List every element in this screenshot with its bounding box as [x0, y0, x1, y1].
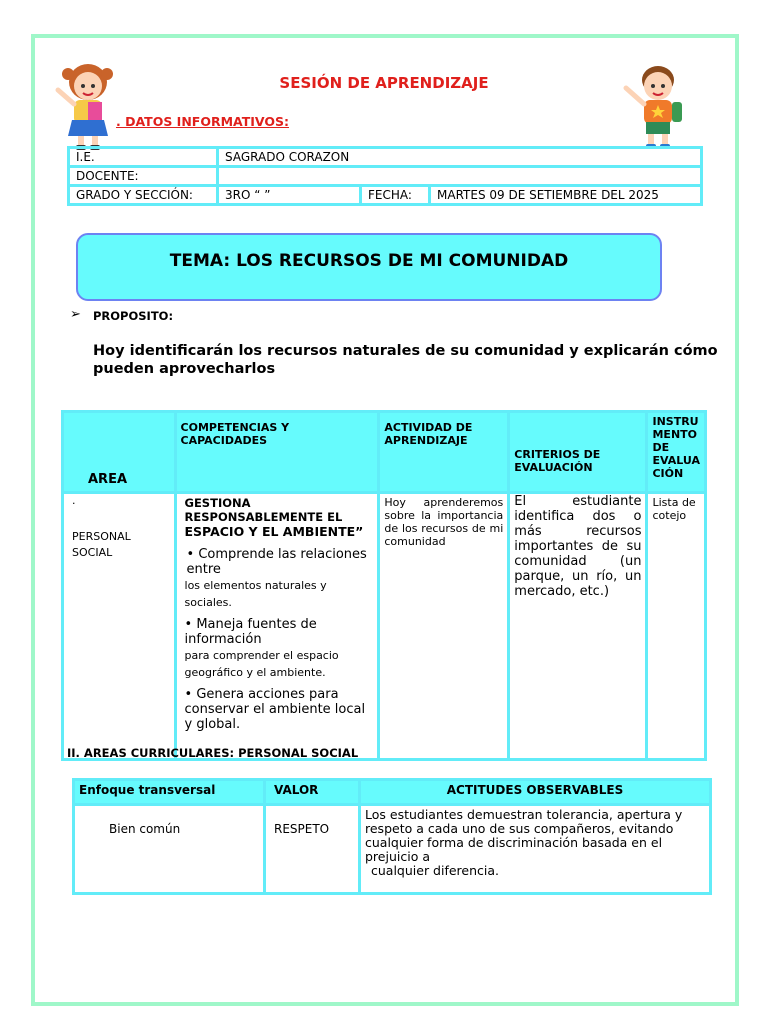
header-enfoque: Enfoque transversal — [74, 780, 265, 805]
proposito-label: PROPOSITO: — [93, 309, 174, 323]
enfoque-table — [72, 778, 712, 895]
capacidad-3-text: Genera acciones para conservar el ambiente local y global. — [184, 687, 366, 732]
fecha-value: MARTES 09 DE SETIEMBRE DEL 2025 — [430, 186, 702, 205]
fecha-label: FECHA: — [361, 186, 430, 205]
capacidad-1: • Comprende las relaciones entre — [186, 547, 367, 577]
section-1-heading: . DATOS INFORMATIVOS: — [116, 114, 289, 129]
tema-title: TEMA: LOS RECURSOS DE MI COMUNIDAD — [169, 251, 569, 271]
competencias-table — [61, 410, 707, 761]
capacidad-2-main: Maneja fuentes de información — [184, 617, 317, 647]
competencia-title-1: GESTIONA RESPONSABLEMENTE EL — [184, 496, 343, 524]
area-dot: . — [72, 494, 76, 507]
ie-value: SAGRADO CORAZON — [218, 148, 702, 167]
header-actitudes: ACTITUDES OBSERVABLES — [360, 780, 711, 805]
capacidad-2-rest: para comprender el espacio geográfico y el ambiente. — [184, 649, 339, 679]
header-area: AREA — [63, 412, 176, 493]
section-2-heading: II. AREAS CURRICULARES: PERSONAL SOCIAL — [67, 746, 359, 760]
enfoque-value: Bien común — [74, 805, 265, 894]
actitudes-text-1: Los estudiantes demuestran tolerancia, apertura y respeto a cada uno de sus compañeros, evitando cualquier forma de discriminación basada en el prejuicio a — [365, 807, 683, 864]
header-competencias: COMPETENCIAS Y CAPACIDADES — [175, 412, 379, 493]
actitudes-text-2: cualquier diferencia. — [371, 863, 500, 878]
docente-label: DOCENTE: — [69, 167, 218, 186]
header-instrumento: INSTRU MENTO DE EVALUA CIÓN — [647, 412, 706, 493]
area-value: PERSONAL SOCIAL — [72, 530, 131, 559]
instrumento-text: Lista de cotejo — [647, 493, 706, 760]
docente-value — [218, 167, 702, 186]
proposito-text: Hoy identificarán los recursos naturales de su comunidad y explicarán cómo pueden aprovecharlos — [93, 343, 718, 377]
capacidad-1-rest: los elementos naturales y sociales. — [184, 579, 327, 609]
header-valor: VALOR — [265, 780, 360, 805]
header-actividad: ACTIVIDAD DE APRENDIZAJE — [379, 412, 509, 493]
capacidad-2: • Maneja fuentes de información — [184, 617, 317, 647]
actividad-text: Hoy aprenderemos sobre la importancia de los recursos de mi comunidad — [379, 493, 509, 760]
arrow-bullet-icon: ➢ — [70, 307, 81, 322]
grado-value: 3RO “ ” — [218, 186, 361, 205]
competencia-title-2: ESPACIO Y EL AMBIENTE” — [184, 524, 364, 539]
ie-label: I.E. — [69, 148, 218, 167]
page-title: SESIÓN DE APRENDIZAJE — [279, 74, 489, 92]
info-table — [67, 146, 703, 206]
capacidad-1-main: Comprende las relaciones entre — [186, 547, 367, 577]
criterio-text: El estudiante identifica dos o más recursos importantes de su comunidad (un parque, un río, un mercado, etc.) — [509, 493, 647, 760]
valor-value: RESPETO — [265, 805, 360, 894]
tema-box — [76, 233, 662, 301]
grado-label: GRADO Y SECCIÓN: — [69, 186, 218, 205]
capacidad-3: • Genera acciones para conservar el ambiente local y global. — [184, 687, 366, 732]
header-criterios: CRITERIOS DE EVALUACIÓN — [509, 412, 647, 493]
